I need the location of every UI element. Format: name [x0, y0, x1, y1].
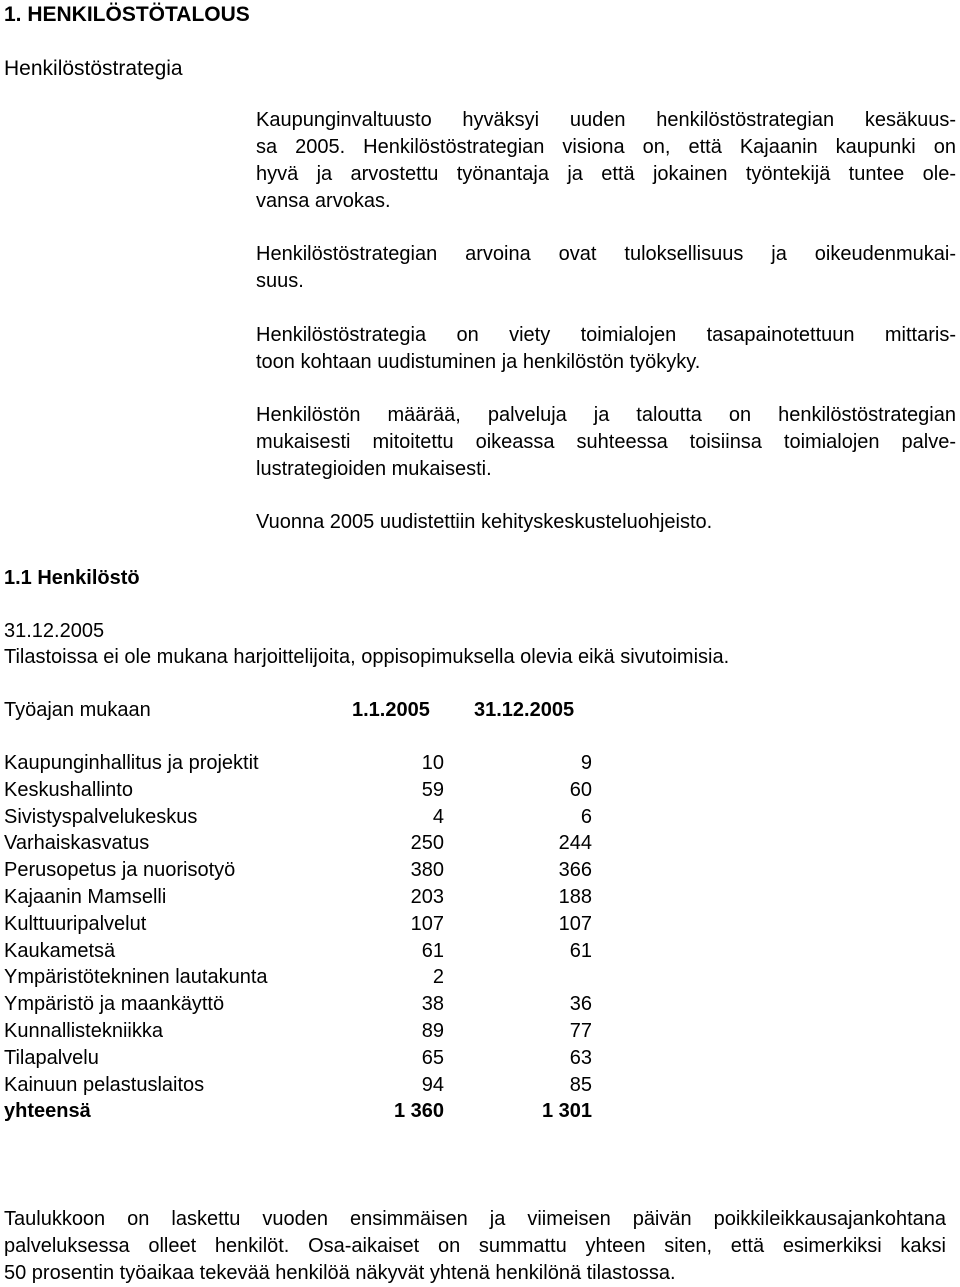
staff-table-body: [4, 750, 592, 1125]
value-start-cell: 89: [421, 1019, 444, 1042]
column-header-end: 31.12.2005: [474, 699, 575, 721]
value-end-cell: 244: [558, 832, 592, 855]
row-name-cell: Kajaanin Mamselli: [4, 885, 167, 908]
value-end-cell: 60: [569, 778, 592, 801]
text-line: Henkilöstöstrategia on viety toimialojen tasapainotettuun mittaris-: [256, 324, 956, 346]
table-row: [4, 750, 592, 777]
text-line: Vuonna 2005 uudistettiin kehityskeskusteluohjeisto.: [256, 511, 713, 533]
value-start-cell: 94: [421, 1073, 444, 1096]
paragraph-vision: [256, 107, 956, 215]
text-line: suus.: [256, 270, 304, 292]
table-row: [4, 938, 592, 965]
table-row: [4, 911, 592, 938]
paragraph-values: [256, 241, 956, 295]
value-end-cell: [444, 964, 592, 991]
value-end-cell: 366: [558, 859, 592, 882]
value-start-cell: 10: [421, 752, 444, 774]
value-end-cell: 36: [569, 993, 592, 1016]
value-start-cell: 250: [410, 832, 444, 855]
value-start-cell: 107: [410, 912, 444, 935]
row-name-cell: Keskushallinto: [4, 778, 133, 801]
value-start-cell: 38: [421, 993, 444, 1016]
value-end-cell: 63: [569, 1046, 592, 1069]
value-end-cell: 6: [580, 805, 592, 828]
table-row: [4, 884, 592, 911]
row-name-cell: Tilapalvelu: [4, 1046, 99, 1069]
paragraph-development: [256, 509, 956, 536]
value-start-cell: 2: [432, 966, 444, 989]
value-start-cell: 380: [410, 859, 444, 882]
subheading: Henkilöstöstrategia: [4, 57, 183, 80]
row-name-cell: yhteensä: [4, 1100, 91, 1123]
text-line: toon kohtaan uudistuminen ja henkilöstön työkyky.: [256, 351, 701, 373]
text-line: palveluksessa olleet henkilöt. Osa-aikaiset on summattu yhteen siten, että esimerkiksi kaksi: [4, 1235, 946, 1257]
header-label: Työajan mukaan: [4, 699, 151, 721]
note-line: Tilastoissa ei ole mukana harjoittelijoita, oppisopimuksella olevia eikä sivutoimisia.: [4, 646, 730, 668]
value-start-cell: 1 360: [393, 1100, 444, 1123]
table-row: [4, 1045, 592, 1072]
section-title: 1.1 Henkilöstö: [4, 567, 140, 589]
text-line: Henkilöstön määrää, palveluja ja taloutta on henkilöstöstrategian: [256, 404, 956, 426]
value-start-cell: 61: [421, 939, 444, 962]
text-line: sa 2005. Henkilöstöstrategian visiona on, että Kajaanin kaupunki on: [256, 136, 956, 158]
column-header-start: 1.1.2005: [352, 699, 430, 721]
row-name-cell: Perusopetus ja nuorisotyö: [4, 859, 236, 882]
value-start-cell: 4: [432, 805, 444, 828]
value-end-cell: 77: [569, 1019, 592, 1042]
row-name-cell: Kainuun pelastuslaitos: [4, 1073, 205, 1096]
value-end-cell: 107: [558, 912, 592, 935]
text-line: mukaisesti mitoitettu oikeassa suhteessa toisiinsa toimialojen palve-: [256, 431, 956, 453]
text-line: Taulukkoon on laskettu vuoden ensimmäisen ja viimeisen päivän poikkileikkausajankohtana: [4, 1208, 946, 1230]
row-name-cell: Kunnallistekniikka: [4, 1019, 163, 1042]
table-header: [4, 697, 575, 724]
staff-table: [4, 750, 592, 1125]
row-name-cell: Varhaiskasvatus: [4, 832, 150, 855]
date-line: 31.12.2005: [4, 620, 105, 642]
value-start-cell: 203: [410, 885, 444, 908]
text-line: hyvä ja arvostettu työnantaja ja että jokainen työntekijä tuntee ole-: [256, 163, 956, 185]
value-end-cell: 61: [569, 939, 592, 962]
value-start-cell: 59: [421, 778, 444, 801]
text-line: Kaupunginvaltuusto hyväksyi uuden henkilöstöstrategian kesäkuus-: [256, 109, 956, 131]
footer-note: [4, 1206, 946, 1287]
row-name-cell: Sivistyspalvelukeskus: [4, 805, 198, 828]
row-name-cell: Kaupunginhallitus ja projektit: [4, 752, 259, 774]
paragraph-staffing: [256, 402, 956, 483]
value-start-cell: 65: [421, 1046, 444, 1069]
text-line: vansa arvokas.: [256, 190, 391, 212]
table-row: [4, 1072, 592, 1099]
value-end-cell: 1 301: [541, 1100, 592, 1123]
text-line: Henkilöstöstrategian arvoina ovat tuloksellisuus ja oikeudenmukai-: [256, 243, 956, 265]
table-row: [4, 964, 592, 991]
row-name-cell: Ympäristö ja maankäyttö: [4, 993, 225, 1016]
row-name-cell: Kaukametsä: [4, 939, 116, 962]
row-name-cell: Kulttuuripalvelut: [4, 912, 147, 935]
table-row: [4, 830, 592, 857]
table-row: [4, 1018, 592, 1045]
row-name-cell: Ympäristötekninen lautakunta: [4, 966, 268, 989]
value-end-cell: 188: [558, 885, 592, 908]
table-row: [4, 804, 592, 831]
text-line: 50 prosentin työaikaa tekevää henkilöä näkyvät yhtenä henkilönä tilastossa.: [4, 1262, 676, 1284]
text-line: lustrategioiden mukaisesti.: [256, 458, 492, 480]
value-end-cell: 9: [580, 752, 592, 774]
table-row: [4, 991, 592, 1018]
table-total-row: [4, 1098, 592, 1125]
table-row: [4, 857, 592, 884]
page-heading: 1. HENKILÖSTÖTALOUS: [4, 3, 250, 26]
value-end-cell: 85: [569, 1073, 592, 1096]
paragraph-scorecard: [256, 322, 956, 376]
table-row: [4, 777, 592, 804]
